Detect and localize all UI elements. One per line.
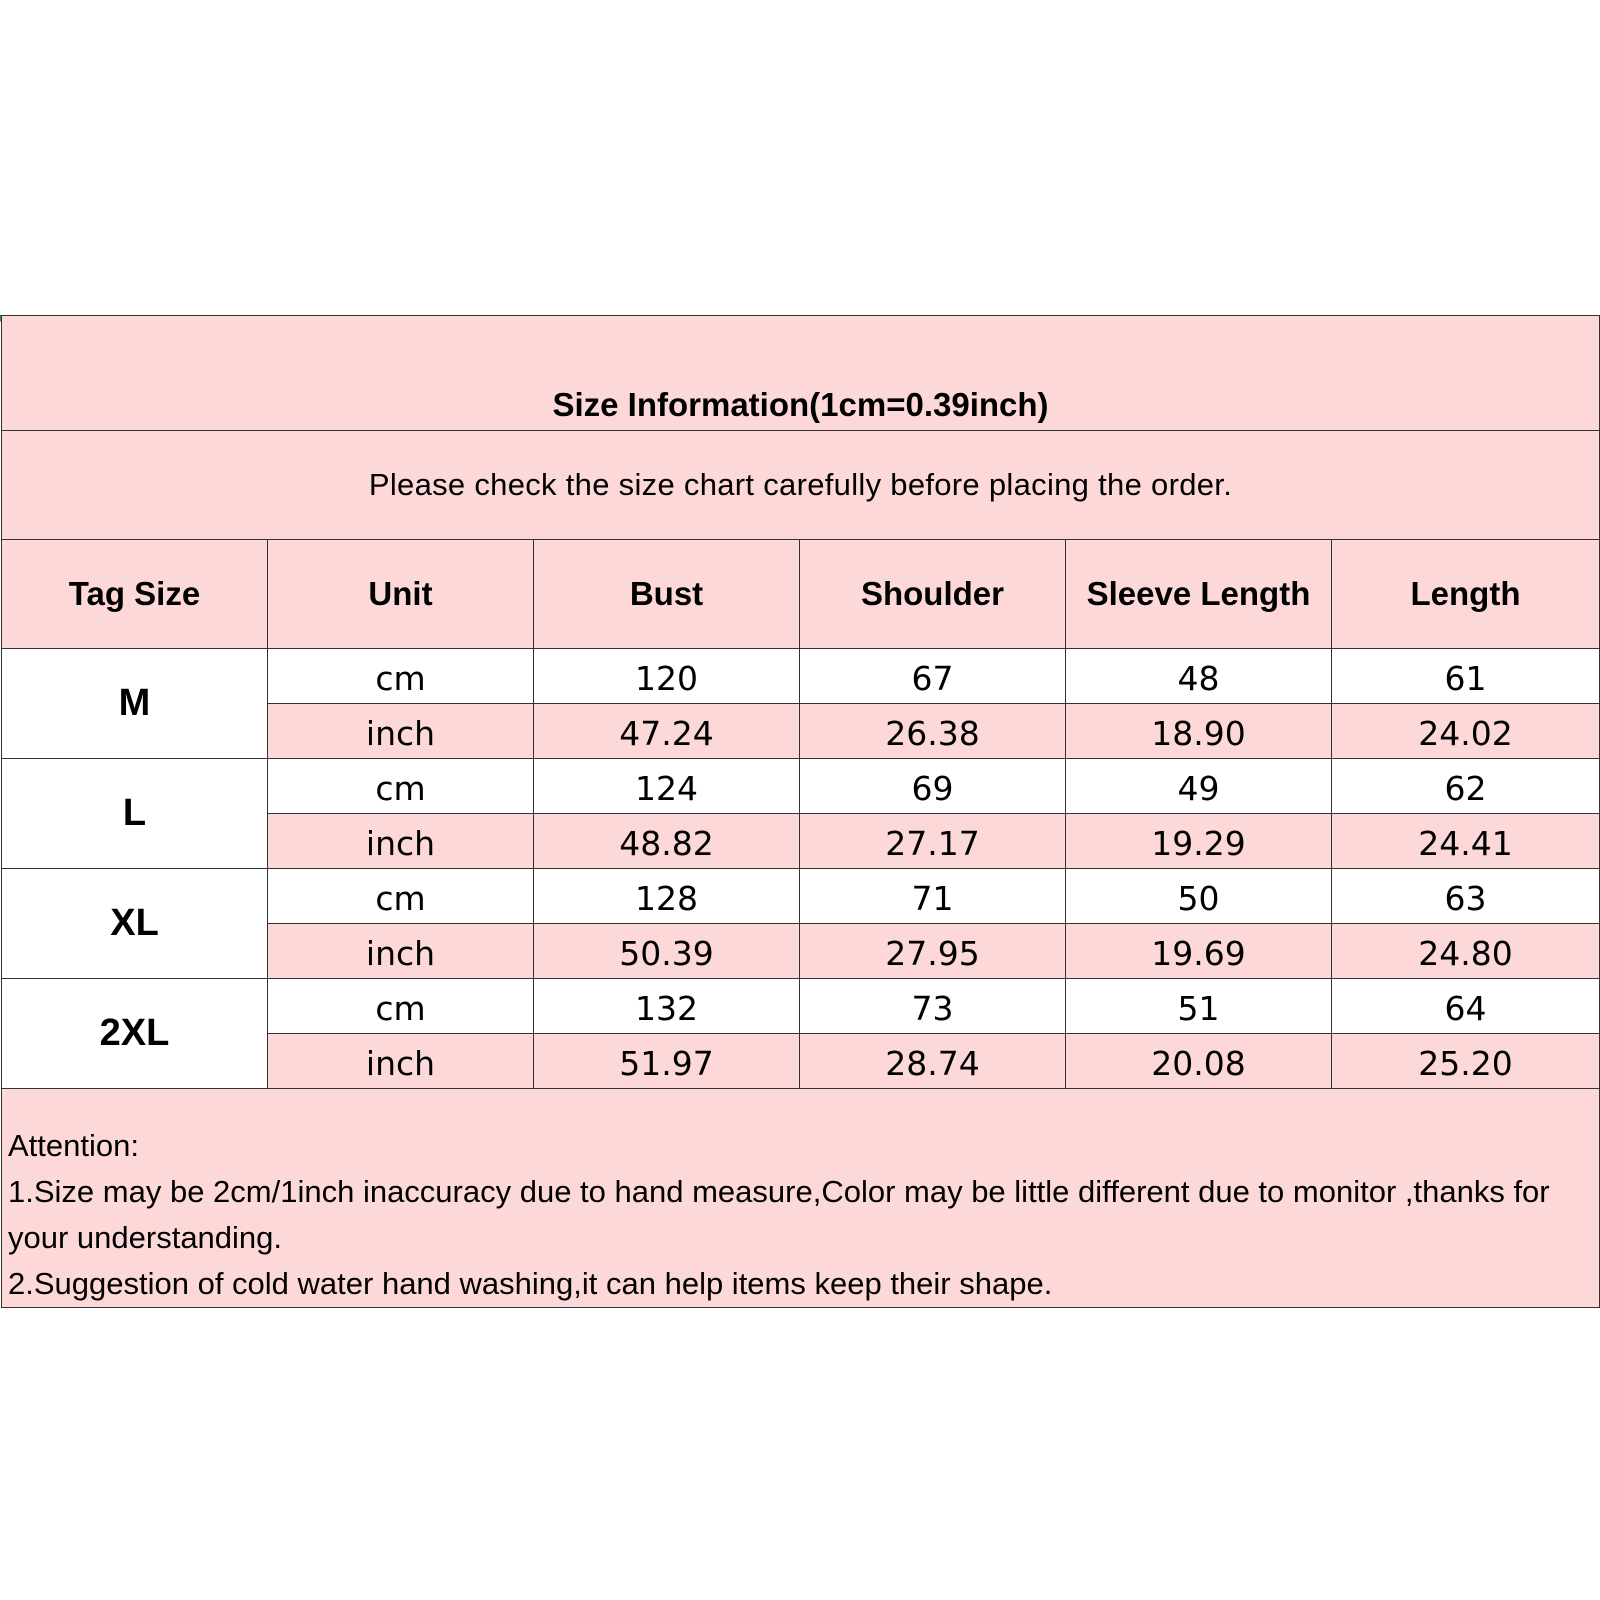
length-value: 62 [1332,759,1600,814]
length-value: 25.20 [1332,1034,1600,1089]
chart-subtitle: Please check the size chart carefully before placing the order. [2,431,1600,540]
unit-cell: inch [268,814,534,869]
sleeve-length-value: 48 [1066,649,1332,704]
unit-cell: inch [268,1034,534,1089]
title-row [2,316,1600,431]
header-unit: Unit [268,540,534,649]
header-sleeve-length: Sleeve Length [1066,540,1332,649]
tag-size-2xl: 2XL [2,979,268,1089]
shoulder-value: 71 [800,869,1066,924]
attention-notes [2,1089,1600,1308]
notes-row [2,1089,1600,1308]
shoulder-value: 27.95 [800,924,1066,979]
tag-size-l: L [2,759,268,869]
shoulder-value: 27.17 [800,814,1066,869]
length-value: 24.41 [1332,814,1600,869]
header-row [2,540,1600,649]
shoulder-value: 73 [800,979,1066,1034]
bust-value: 128 [534,869,800,924]
tag-size-xl: XL [2,869,268,979]
size-chart-table [1,315,1600,1308]
bust-value: 48.82 [534,814,800,869]
shoulder-value: 69 [800,759,1066,814]
header-length: Length [1332,540,1600,649]
unit-cell: cm [268,649,534,704]
bust-value: 124 [534,759,800,814]
header-shoulder: Shoulder [800,540,1066,649]
length-value: 24.02 [1332,704,1600,759]
sleeve-length-value: 20.08 [1066,1034,1332,1089]
bust-value: 47.24 [534,704,800,759]
unit-cell: inch [268,704,534,759]
size-2xl-cm-row [2,979,1600,1034]
shoulder-value: 67 [800,649,1066,704]
shoulder-value: 28.74 [800,1034,1066,1089]
sleeve-length-value: 51 [1066,979,1332,1034]
unit-cell: cm [268,869,534,924]
chart-title: Size Information(1cm=0.39inch) [2,316,1600,431]
length-value: 24.80 [1332,924,1600,979]
length-value: 61 [1332,649,1600,704]
length-value: 63 [1332,869,1600,924]
tag-size-m: M [2,649,268,759]
unit-cell: inch [268,924,534,979]
bust-value: 132 [534,979,800,1034]
sleeve-length-value: 18.90 [1066,704,1332,759]
size-m-cm-row [2,649,1600,704]
subtitle-row [2,431,1600,540]
sleeve-length-value: 19.69 [1066,924,1332,979]
sleeve-length-value: 19.29 [1066,814,1332,869]
sleeve-length-value: 49 [1066,759,1332,814]
attention-note-2: 2.Suggestion of cold water hand washing,it can help items keep their shape. [8,1266,1053,1301]
bust-value: 50.39 [534,924,800,979]
attention-note-1: 1.Size may be 2cm/1inch inaccuracy due to hand measure,Color may be little different due to monitor ,thanks for your understanding. [8,1174,1550,1255]
sleeve-length-value: 50 [1066,869,1332,924]
bust-value: 120 [534,649,800,704]
size-xl-cm-row [2,869,1600,924]
bust-value: 51.97 [534,1034,800,1089]
length-value: 64 [1332,979,1600,1034]
unit-cell: cm [268,759,534,814]
header-tag-size: Tag Size [2,540,268,649]
unit-cell: cm [268,979,534,1034]
header-bust: Bust [534,540,800,649]
attention-heading: Attention: [8,1128,139,1163]
size-l-cm-row [2,759,1600,814]
shoulder-value: 26.38 [800,704,1066,759]
